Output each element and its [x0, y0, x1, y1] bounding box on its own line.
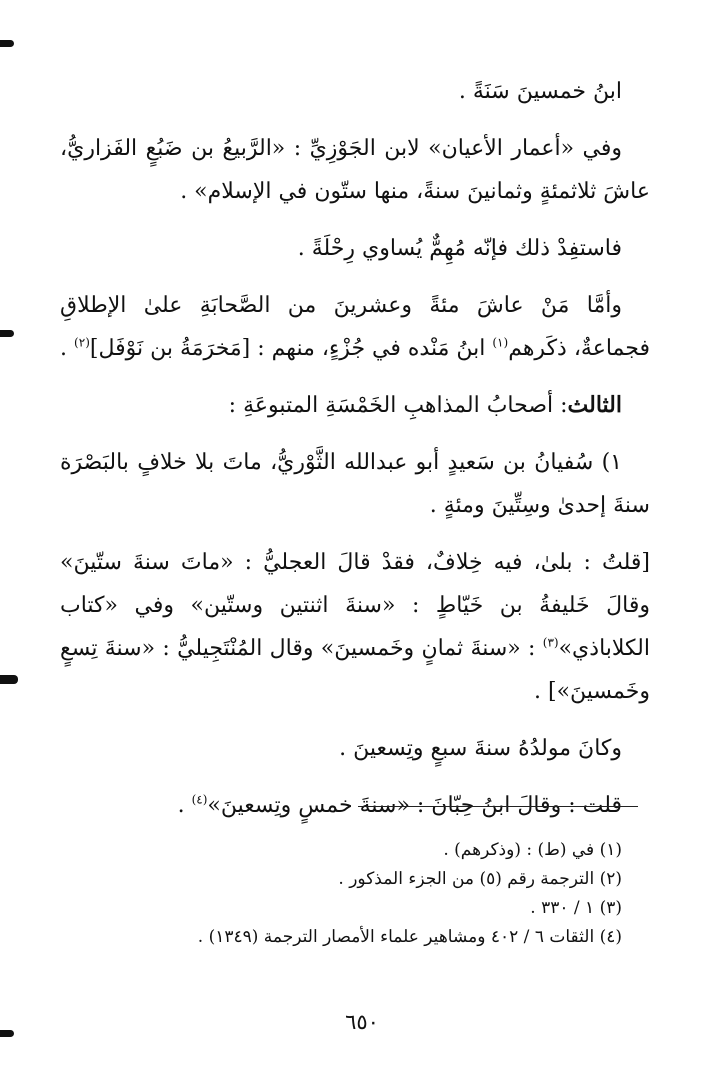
section-label: الثالث: [567, 392, 622, 418]
paragraph-text: .: [177, 793, 192, 818]
main-text: [60, 70, 650, 841]
paragraph-text: : أصحابُ المذاهبِ الخَمْسَةِ المتبوعَةِ :: [228, 393, 568, 418]
paragraph-text: وكانَ مولدُهُ سنةَ سبعٍ وتِسعينَ .: [339, 736, 622, 761]
paragraph-text: : «سنةَ ثمانٍ وخَمسينَ» وقال المُنْتَجِيليُّ : «سنةَ تِسعٍ وخَمسينَ»] .: [60, 636, 650, 704]
paragraph-text: وفي «أعمار الأعيان» لابن الجَوْزِيِّ : «الرَّبيعُ بن ضَبُعٍ الفَزاريُّ، عاشَ ثلاثمئةٍ وثمانينَ سنةً، منها ستّون في الإسلام» .: [60, 136, 650, 204]
scan-margin-mark: [0, 1030, 14, 1037]
paragraph-text: قلت : وقالَ ابنُ حِبّانَ : «سنةَ خمسٍ وتِسعينَ»: [207, 793, 622, 818]
paragraph-text: .: [60, 336, 75, 361]
footnote-divider: [358, 806, 638, 807]
footnote-2: (٢) الترجمة رقم (٥) من الجزء المذكور .: [338, 869, 622, 889]
paragraph-text: ابنُ مَنْده في جُزْءٍ، منهم : [مَخرَمَةُ بن نَوْفَل]: [89, 336, 493, 361]
paragraph-2: [60, 127, 650, 213]
footnote-1: (١) في (ط) : (وذكرهم) .: [443, 840, 622, 860]
paragraph-4: [60, 284, 650, 370]
paragraph-5: [60, 384, 650, 427]
paragraph-1: [60, 70, 650, 113]
paragraph-text: وأمَّا مَنْ عاشَ مئةً وعشرينَ من الصَّحابَةِ علىٰ الإطلاقِ فجماعةٌ، ذكَرهم: [60, 293, 650, 361]
scan-margin-mark: [0, 40, 14, 47]
paragraph-8: [60, 727, 650, 770]
paragraph-text: [قلتُ : بلىٰ، فيه خِلافٌ، فقدْ قالَ العجليُّ : «ماتَ سنةَ ستّينَ» وقالَ خَليفةُ بن خَيّاطٍ : «سنةَ اثنتين وستّين» وفي «كتاب الكلاباذي»: [60, 550, 650, 661]
footnote-4: (٤) الثقات ٦ / ٤٠٢ ومشاهير علماء الأمصار الترجمة (١٣٤٩) .: [197, 927, 622, 947]
footnotes: [102, 836, 622, 952]
paragraph-text: ابنُ خمسينَ سَنَةً .: [458, 79, 622, 104]
scan-margin-mark: [0, 675, 18, 684]
footnote-ref-4: (٤): [191, 792, 208, 807]
footnote-ref-3: (٣): [542, 635, 559, 650]
page-number: ٦٥٠: [345, 1010, 379, 1034]
footnote-3: (٣) ١ / ٣٣٠ .: [530, 898, 622, 918]
footnote-ref-1: (١): [492, 335, 509, 350]
paragraph-text: ١) سُفيانُ بن سَعيدٍ أبو عبدالله الثَّوْريُّ، ماتَ بلا خلافٍ بالبَصْرَة سنةَ إحدىٰ وسِتِّينَ ومئةٍ .: [60, 450, 650, 518]
paragraph-3: [60, 227, 650, 270]
paragraph-7: [60, 541, 650, 713]
scan-margin-mark: [0, 330, 14, 337]
paragraph-6: [60, 441, 650, 527]
footnote-ref-2: (٢): [74, 335, 90, 350]
paragraph-text: فاستفِدْ ذلك فإنّه مُهِمٌّ يُساوي رِحْلَةً .: [297, 236, 622, 261]
